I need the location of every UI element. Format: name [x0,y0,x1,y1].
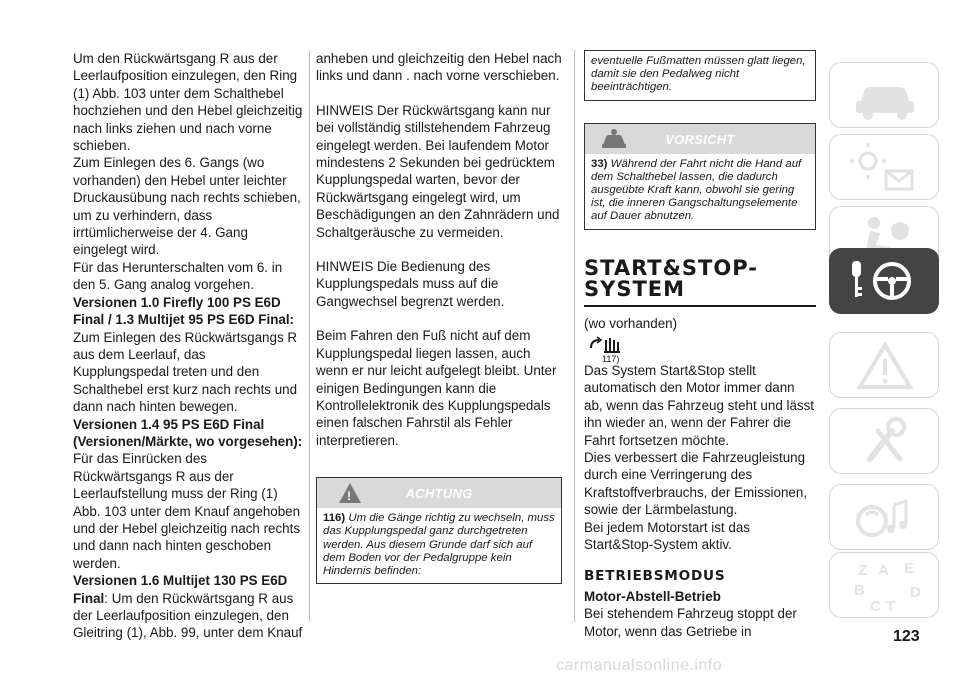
warning-text-body: Um die Gänge richtig zu wechseln, muss das Kupplungspedal ganz durchgetreten werden. Aus diesem Grunde darf sich auf dem Boden vor der Pedalgruppe kein Hindernis befinden: [323,512,555,577]
sidebar-tab-emergency[interactable] [829,332,939,398]
multimedia-icon [830,485,940,551]
paragraph: Für das Herunterschalten vom 6. in den 5. Gang analog vorgehen. [73,259,283,293]
column-2 [316,50,562,584]
page-number: 123 [893,628,920,645]
key-steering-wheel-icon [830,249,940,315]
column-divider [309,50,310,622]
sidebar-tab-car[interactable] [829,62,939,128]
index-letter: E [904,560,915,577]
paragraph [73,572,305,642]
car-icon [830,63,940,129]
paragraph: Das System Start&Stop stellt automatisch den Motor immer dann ab, wenn das Fahrzeug steht und lässt ihn wieder an, wenn der Fahrer die Fahrt fortsetzen möchte. [584,363,815,448]
caution-box-header [585,124,815,154]
warning-triangle-icon [830,333,940,399]
paragraph: Um den Rückwärtsgang R aus der Leerlaufposition einzulegen, den Ring (1) Abb. 103 unter dem Schalthebel hochziehen und den Hebel gleichzeitig nach links ziehen und nach vorne schieben. [73,51,303,154]
column-1 [73,50,305,642]
paragraph: Zum Einlegen des 6. Gangs (wo vorhanden) den Hebel unter leichter Druckausübung nach rechts schieben, um zu verhindern, dass irrtümlicherweise der 4. Gang eingelegt wird. [73,155,301,258]
index-letter: Z [858,562,868,579]
paragraph: Bei jedem Motorstart ist das Start&Stop-System aktiv. [584,519,750,553]
caution-text-body: Während der Fahrt nicht die Hand auf dem Schalthebel lassen, die dadurch ausgeübte Kraft kann, obwohl sie gering ist, die inneren Gangschaltungselemente auf Dauer abnutzen. [591,157,802,223]
warning-triangle-icon: ! [339,483,361,503]
watermark: carmanualsonline.info [556,657,723,674]
paragraph: Beim Fahren den Fuß nicht auf dem Kupplungspedal liegen lassen, auch wenn er nur leicht aufgelegt bleibt. Unter einigen Bedingungen kann die Kontrollelektronik des Kupplungspedals einen falschen Fahrstil als Fehler interpretieren. [316,328,557,448]
heading: Versionen 1.4 95 PS E6D Final (Versionen/Märkte, wo vorgesehen): [73,416,303,449]
paragraph-text: : Um den Rückwärtsgang R aus der Leerlaufposition einzulegen, den Gleitring (1), Abb. 99, unter dem Knauf [73,590,303,641]
warning-lights-icon [830,135,940,201]
section-title: START&STOP-SYSTEM [584,258,816,307]
column-3 [584,50,816,640]
index-icon [830,553,940,619]
index-letter: T [886,598,896,615]
subsection-title: BETRIEBSMODUS [584,567,726,584]
index-letter: A [878,562,889,579]
caution-title: VORSICHT [665,131,735,147]
start-stop-reference [584,332,816,365]
sidebar-tab-multimedia[interactable] [829,484,939,550]
caution-box [584,123,816,230]
column-divider [574,50,575,622]
index-letter: C [870,598,881,615]
sidebar-tab-warning-lights[interactable] [829,134,939,200]
caution-number: 33) [591,157,608,170]
heading: Versionen 1.6 Multijet 130 PS E6D Final [73,573,288,606]
paragraph: Zum Einlegen des Rückwärtsgangs R aus dem Leerlauf, das Kupplungspedal treten und den Schalthebel erst kurz nach rechts und dann nach hinten bewegen. [73,329,298,415]
warning-text: eventuelle Fußmatten müssen glatt liegen, damit sie den Pedalweg nicht beeinträchtigen. [591,55,806,94]
note-paragraph: HINWEIS Die Bedienung des Kupplungspedals muss auf die Gangwechsel begrenzt werden. [316,259,505,309]
paragraph: Bei stehendem Fahrzeug stoppt der Motor, wenn das Getriebe in [584,606,797,639]
sidebar-tab-index[interactable] [829,552,939,618]
reference-number: 117) [602,354,620,365]
warning-text [317,508,561,583]
paragraph [73,416,305,573]
warning-title: ACHTUNG [405,486,473,502]
heading: Motor-Abstell-Betrieb [584,588,721,604]
paragraph-text: Für das Einrücken des Rückwärtsgangs R aus der Leerlaufstellung muss der Ring (1) Abb. 103 unter dem Knauf angehoben und der Hebel gleichzeitig nach rechts und dann nach hinten geschoben werden. [73,451,301,571]
availability-note: (wo vorhanden) [584,315,678,331]
sidebar-tab-starting-driving[interactable] [829,248,939,314]
tools-icon [830,409,940,475]
sidebar-tab-maintenance[interactable] [829,408,939,474]
paragraph: Dies verbessert die Fahrzeugleistung durch eine Verringerung des Kraftstoffverbrauchs, der Emissionen, sowie der Lärmbelastung. [584,450,808,518]
index-letter: D [910,584,921,601]
heading: Versionen 1.0 Firefly 100 PS E6D Final / 1.3 Multijet 95 PS E6D Final: [73,294,294,328]
index-letter: B [854,582,865,599]
paragraph: anheben und gleichzeitig den Hebel nach links und dann . nach vorne verschieben. [316,51,562,84]
warning-number: 116) [323,512,346,525]
caution-text [585,154,815,229]
warning-box [316,477,562,584]
warning-box-header [317,478,561,508]
note-paragraph: HINWEIS Der Rückwärtsgang kann nur bei vollständig stillstehendem Fahrzeug eingelegt werden. Bei laufendem Motor mindestens 2 Sekunden bei gedrücktem Kupplungspedal warten, bevor der Rückwärtsgang eingelegt wird, um Beschädigungen an den Zahnrädern und Schaltgeräusche zu vermeiden. [316,102,560,240]
warning-box-continued [584,50,816,101]
